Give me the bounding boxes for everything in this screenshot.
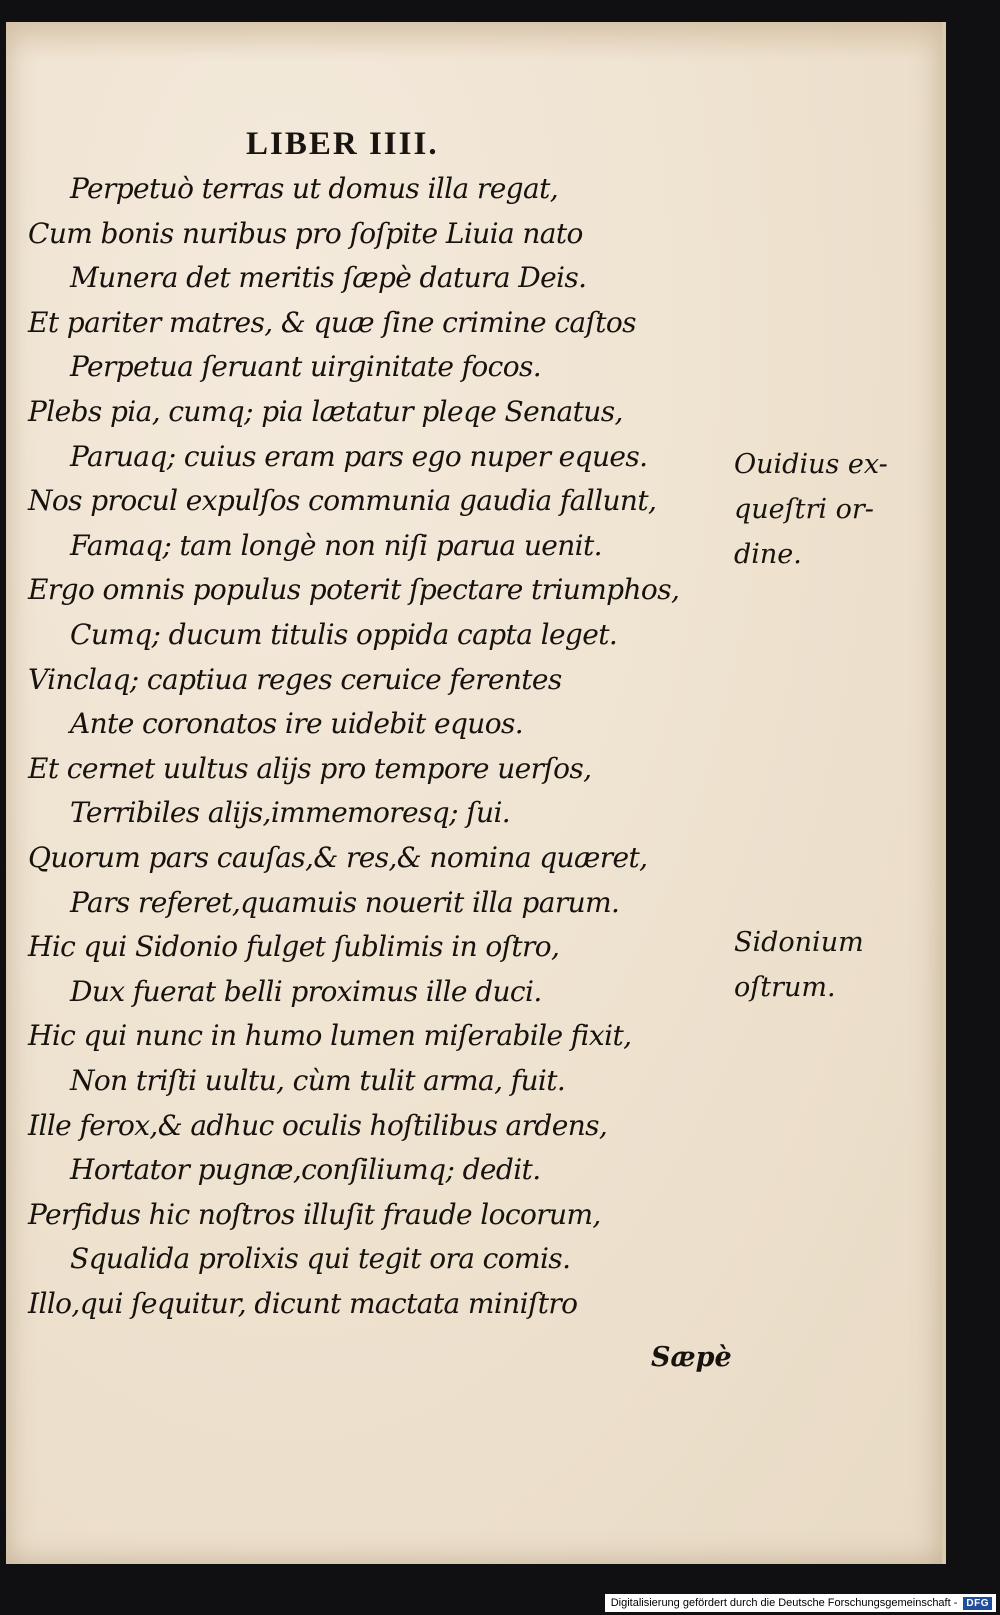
- verse-line: Famaq; tam longè non niſi parua uenit.: [70, 528, 602, 562]
- verse-line: Cumq; ducum titulis oppida capta leget.: [70, 618, 618, 651]
- verse-line: Perfidus hic noſtros illuſit fraude locorum,: [28, 1197, 601, 1231]
- verse-line: Ante coronatos ire uidebit equos.: [70, 707, 524, 741]
- dfg-logo: DFG: [963, 1597, 992, 1610]
- catchword: Sæpè: [651, 1342, 732, 1373]
- verse-line: Ergo omnis populus poterit ſpectare triumphos,: [28, 573, 680, 607]
- verse-line: Perpetua ſeruant uirginitate focos.: [70, 350, 542, 384]
- verse-line: Vinclaq; captiua reges ceruice ferentes: [28, 662, 562, 696]
- margin-note-line: queſtri or-: [734, 494, 874, 525]
- verse-line: Non triſti uultu, cùm tulit arma, fuit.: [70, 1064, 566, 1097]
- margin-note-line: Ouidius ex-: [734, 449, 888, 480]
- verse-line: Terribiles alijs,immemoresq; ſui.: [70, 796, 511, 830]
- verse-line: Quorum pars cauſas,& res,& nomina quæret,: [28, 841, 648, 874]
- verse-line: Perpetuò terras ut domus illa regat,: [70, 172, 559, 205]
- running-header: LIBER IIII.: [246, 126, 439, 162]
- footer-credit-text: Digitalisierung gefördert durch die Deutsche Forschungsgemeinschaft -: [610, 1597, 958, 1609]
- margin-note-ouidius: [734, 442, 888, 577]
- verse-line: Pars referet,quamuis nouerit illa parum.: [70, 885, 620, 919]
- verse-line: Hic qui Sidonio fulget ſublimis in oſtro,: [28, 930, 560, 964]
- verse-line: Plebs pia, cumq; pia lætatur pleqe Senatus,: [28, 395, 623, 428]
- book-page: [6, 22, 946, 1564]
- verse-line: Cum bonis nuribus pro ſoſpite Liuia nato: [28, 216, 583, 250]
- margin-note-line: Sidonium: [734, 927, 864, 958]
- verse-line: Et pariter matres, & quæ ſine crimine caſtos: [28, 305, 636, 339]
- verse-line: Et cernet uultus alijs pro tempore uerſos,: [28, 751, 592, 785]
- verse-line: Paruaq; cuius eram pars ego nuper eques.: [70, 439, 648, 473]
- verse-line: Squalida prolixis qui tegit ora comis.: [70, 1242, 571, 1276]
- margin-note-line: dine.: [734, 539, 802, 570]
- verse-line: Munera det meritis ſæpè datura Deis.: [70, 261, 587, 295]
- verse-line: Nos procul expulſos communia gaudia fallunt,: [28, 484, 657, 518]
- verse-line: Hortator pugnæ,conſiliumq; dedit.: [70, 1153, 541, 1187]
- verse-line: Hic qui nunc in humo lumen miſerabile fixit,: [28, 1019, 632, 1053]
- verse-line: Dux fuerat belli proximus ille duci.: [70, 974, 542, 1008]
- margin-note-line: oſtrum.: [734, 972, 836, 1003]
- verse-line: Illo,qui ſequitur, dicunt mactata miniſtro: [28, 1287, 578, 1320]
- digitization-footer: [605, 1594, 996, 1612]
- margin-note-sidonium: [734, 920, 864, 1010]
- verse-line: Ille ferox,& adhuc oculis hoſtilibus ardens,: [28, 1108, 608, 1142]
